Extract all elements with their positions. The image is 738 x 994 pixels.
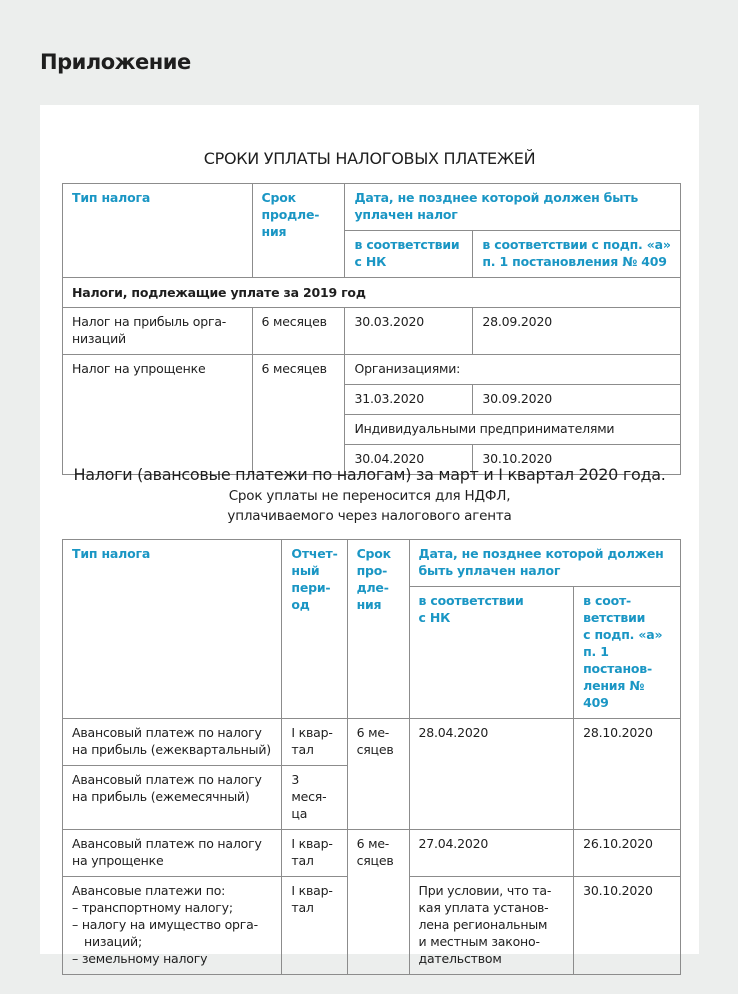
tax-deadlines-2019-table	[62, 183, 681, 475]
per-nk-cell: 28.04.2020	[409, 719, 574, 830]
extension-cell: 6 ме- сяцев	[347, 719, 409, 830]
per-nk-cell: 30.03.2020	[345, 308, 473, 355]
period-cell: 3 меся- ца	[282, 766, 347, 830]
tax-type-cell: Авансовый платеж по налогу на прибыль (ежемесячный)	[63, 766, 282, 830]
header-deadline: Дата, не позднее которой должен быть уплачен налог	[345, 184, 681, 231]
tax-type-cell: Налог на прибыль орга- низаций	[63, 308, 253, 355]
table-row	[63, 719, 681, 766]
header-deadline: Дата, не позднее которой должен быть уплачен налог	[409, 540, 680, 587]
tax-list-item: – земельному налогу	[72, 950, 272, 967]
group-label: Налоги, подлежащие уплате за 2019 год	[63, 278, 681, 308]
per-409-cell: 30.09.2020	[473, 385, 681, 415]
table2-title-line2: Срок уплаты не переносится для НДФЛ,	[228, 488, 511, 504]
period-cell: I квар- тал	[282, 830, 347, 877]
per-nk-cell: 30.04.2020	[345, 445, 473, 475]
subgroup-label: Индивидуальными предпринимателями	[345, 415, 681, 445]
per-409-cell: 28.09.2020	[473, 308, 681, 355]
extension-cell: 6 месяцев	[252, 355, 345, 475]
per-409-cell: 26.10.2020	[574, 830, 681, 877]
table-row	[63, 830, 681, 877]
header-per-409: в соот- ветствии с подп. «а» п. 1 постанов- ления № 409	[574, 587, 681, 719]
table-row	[63, 355, 681, 385]
tax-type-intro: Авансовые платежи по:	[72, 883, 226, 898]
header-tax-type: Тип налога	[63, 540, 282, 719]
per-nk-cell: 31.03.2020	[345, 385, 473, 415]
table2-title-line1: Налоги (авансовые платежи по налогам) за март и I квартал 2020 года.	[73, 465, 666, 484]
per-409-cell: 30.10.2020	[473, 445, 681, 475]
per-409-cell: 30.10.2020	[574, 877, 681, 975]
per-nk-cell: При условии, что та- кая уплата установ- лена региональным и местным законо- дательством	[409, 877, 574, 975]
tax-list-item: – транспортному налогу;	[72, 899, 272, 916]
header-per-409: в соответствии с подп. «а» п. 1 постановления № 409	[473, 231, 681, 278]
table1-title: СРОКИ УПЛАТЫ НАЛОГОВЫХ ПЛАТЕЖЕЙ	[203, 149, 536, 168]
header-period: Отчет- ный пери- од	[282, 540, 347, 719]
subgroup-label: Организациями:	[345, 355, 681, 385]
header-per-nk: в соответствии с НК	[345, 231, 473, 278]
table2-title-line3: уплачиваемого через налогового агента	[227, 508, 512, 524]
tax-list-item: – налогу на имущество орга- низаций;	[72, 916, 272, 950]
tax-type-cell: Налог на упрощенке	[63, 355, 253, 475]
header-extension: Срок про- дле- ния	[347, 540, 409, 719]
table2-title	[40, 464, 699, 526]
tax-type-cell	[63, 877, 282, 975]
period-cell: I квар- тал	[282, 719, 347, 766]
table-row	[63, 308, 681, 355]
tax-type-cell: Авансовый платеж по налогу на упрощенке	[63, 830, 282, 877]
header-tax-type: Тип налога	[63, 184, 253, 278]
header-extension: Срок продле- ния	[252, 184, 345, 278]
period-cell: I квар- тал	[282, 877, 347, 975]
per-409-cell: 28.10.2020	[574, 719, 681, 830]
extension-cell: 6 ме- сяцев	[347, 830, 409, 975]
advance-payments-table	[62, 539, 681, 975]
document-sheet	[40, 105, 699, 966]
extension-cell: 6 месяцев	[252, 308, 345, 355]
page-heading: Приложение	[40, 50, 191, 74]
per-nk-cell: 27.04.2020	[409, 830, 574, 877]
tax-type-cell: Авансовый платеж по налогу на прибыль (ежеквартальный)	[63, 719, 282, 766]
header-per-nk: в соответствии с НК	[409, 587, 574, 719]
tax-list	[72, 899, 272, 967]
